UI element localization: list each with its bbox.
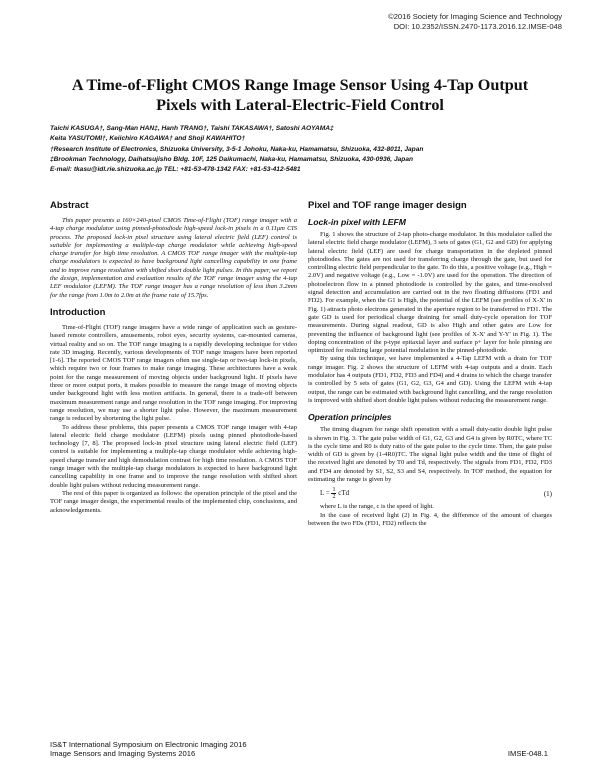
intro-paragraph-2: To address these problems, this paper presents a CMOS TOF range imager with 4-tap lateral electric field charge modulator (LEFM) pixels using pinned photodiode-based technology [7, 8]. The proposed lock-in pixel structure using lateral electric field (LEF) control is suitable for implementing a multiple-tap charge modulator while achieving high-speed charge transfer and high demodulation contrast for high time resolution. A CMOS TOF range imager with the multiple-tap charge modulators is expected to have background light cancelling capability in one frame and to improve the range resolution with shifted short double light pulses without reducing measurement range. bbox=[50, 423, 297, 489]
subsection-operation-principles: Operation principles bbox=[308, 412, 392, 423]
equation-1 bbox=[308, 487, 552, 500]
intro-paragraph-3: The rest of this paper is organized as follows: the operation principle of the pixel and the TOF range imager design, the experimental results of the implemented chip, conclusions, and acknowledgements. bbox=[50, 489, 297, 514]
doi-line: DOI: 10.2352/ISSN.2470-1173.2016.12.IMSE-048 bbox=[393, 22, 562, 31]
equation-number: (1) bbox=[543, 489, 552, 498]
footer-symposium: IS&T International Symposium on Electronic Imaging 2016 bbox=[50, 740, 247, 749]
equation-fraction: $\frac{1}{2}$ bbox=[332, 487, 336, 501]
page-footer bbox=[50, 740, 247, 759]
paper-title: A Time-of-Flight CMOS Range Image Sensor Using 4-Tap Output Pixels with Lateral-Electric-Field Control bbox=[71, 76, 529, 114]
page-number: IMSE-048.1 bbox=[507, 749, 548, 758]
section-heading: Pixel and TOF range imager design bbox=[308, 200, 467, 211]
introduction-heading: Introduction bbox=[50, 306, 106, 318]
affiliation-1: †Research Institute of Electronics, Shizuoka University, 3-5-1 Johoku, Naka-ku, Hamamatsu, Shizuoka, 432-8011, Japan bbox=[50, 145, 424, 153]
equation-formula: L = $\frac{1}{2}$ cTd bbox=[320, 487, 350, 501]
intro-paragraph-1: Time-of-Flight (TOF) range imagers have a wide range of application such as gesture-based remote controllers, amusements, robot eyes, security systems, car-mounted cameras, virtual reality and so on. The TOF range imaging is a rapidly developing technique for video rate 3D imaging. Recently, various developments of TOF range imagers have been reported [1-6]. The reported CMOS TOF range imagers often use single-tap or two-tap lock-in pixels, which require two or four frames to make range imaging. These architectures have a weak point for the range measurement of moving objects under background light. If pixels have three or more output ports, it makes possible to measure the range image of moving objects under background light with less motion artifacts. In general, there is a trade-off between maximum measurement range and range resolution in the TOF range imaging. For improving range resolution, we may use a shorter light pulse. However, the maximum measurement range is reduced by shortening the light pulse. bbox=[50, 323, 297, 423]
author-line-1: Taichi KASUGA†, Sang-Man HAN‡, Hanh TRANG†, Taishi TAKASAWA†, Satoshi AOYAMA‡ bbox=[50, 125, 334, 132]
section-paragraph-1: Fig. 1 shows the structure of 2-tap photo-charge modulator. In this modulator called the lateral electric field charge modulator (LEFM), 3 sets of gates (G1, G2 and GD) for applying lateral electric field (LEF) are used for charge transportation in the depleted pinned photodiodes. The gates are not used for transferring charge through the gate, but used for controlling electric field perpendicular to the gate. To do this, a positive voltage (e.g., High = 2.0V) and negative voltage (e.g., Low = -1.0V) are used for the operation. The direction of photoelectron flow in a pinned photodiode is controlled by the gates, and time-resolved signal detection and accumulation are carried out in the two floating diffusions (FD1 and FD2). For example, when the G1 is High, the potential of the LEFM (see profiles of X-X' in Fig. 1) attracts photo electrons generated in the aperture region to be transferred to FD1. The gate GD is used for periodical charge draining for small duty-cycle operation for TOF measurements. During signal readout, GD is also High and other gates are Low for preventing the influence of background light (see profiles of X-X' and Y-Y' in Fig. 1). The doping concentration of the p-type epitaxial layer and surface p+ layer for hole pinning are optimized for realizing large potential modulation in the pinned-photodiode. bbox=[308, 231, 552, 355]
subsection-lock-in-pixel: Lock-in pixel with LEFM bbox=[308, 217, 406, 227]
section-paragraph-2: By using this technique, we have implemented a 4-Tap LEFM with a drain for TOF range imager. Fig. 2 shows the structure of LEFM with 4-tap outputs and a drain. Each modulator has 4 outputs (FD1, FD2, FD3 and FD4) and 4 drains to which the charge transfer is controlled by 5 sets of gates (G1, G2, G3, G4 and GD). Using the LEFM with 4-tap output, the range can be estimated with background light cancelling, and the range resolution is improved with shifted short double light pulses without reducing the measurement range. bbox=[308, 355, 552, 404]
copyright-line: ©2016 Society for Imaging Science and Technology bbox=[388, 12, 562, 21]
page-header bbox=[388, 12, 562, 32]
footer-conference: Image Sensors and Imaging Systems 2016 bbox=[50, 749, 196, 759]
right-column bbox=[308, 200, 552, 528]
contact-email: E-mail: tkasu@idl.rie.shizuoka.ac.jp TEL: +81-53-478-1342 FAX: +81-53-412-5481 bbox=[50, 166, 301, 174]
affiliation-2: ‡Brookman Technology, Daihatsujisho Bldg. 10F, 125 Daikumachi, Naka-ku, Hamamatsu, Shizuoka, 430-0936, Japan bbox=[50, 155, 414, 163]
left-column bbox=[50, 200, 297, 515]
abstract-text: This paper presents a 160×240-pixel CMOS Time-of-Flight (TOF) range imager with a 4-tap charge modulator using pinned-photodiode high-speed lock-in pixels in a 0.11μm CIS process. The proposed lock-in pixel structure using lateral electric field (LEF) control is suitable for implementing a multiple-tap charge modulator while achieving high-speed charge transfer for high time resolution. A CMOS TOF range imager with the multiple-tap charge modulators is expected to have background light cancelling capability in one frame and to improve range resolution with shifted short double light pulses. In this paper, we report the design, implementation and evaluation results of the TOF range imager using the 4-tap LEF modulator (LEFM). The TOF range imager has a range resolution of less than 3.2mm for the range from 1.0m to 2.0m at the frame rate of 15.7fps. bbox=[50, 217, 297, 299]
section-paragraph-4: where L is the range, c is the speed of light. bbox=[320, 503, 434, 511]
abstract-heading: Abstract bbox=[50, 200, 89, 211]
author-line-2: Keita YASUTOMI†, Keiichiro KAGAWA† and Shoji KAWAHITO† bbox=[50, 135, 246, 143]
author-block bbox=[50, 124, 560, 175]
section-paragraph-5: In the case of received light (2) in Fig. 4, the difference of the amount of charges between the two FDs (FD1, FD2) reflects the bbox=[308, 511, 552, 527]
section-paragraph-3: The timing diagram for range shift operation with a small duty-ratio double light pulse is shown in Fig. 3. The gate pulse width of G1, G2, G3 and G4 is given by R0TC, where TC is the cycle time and R0 is duty ratio of the gate pulse to the cycle time. Then, the gate pulse width of GD is given by (1-4R0)TC. The signal light pulse width and the time of flight of the received light are denoted by T0 and Td, respectively. The signals from FD1, FD2, FD3 and FD4 are denoted by S1, S2, S3 and S4, respectively. In TOF method, the equation for estimating the range is given by bbox=[308, 426, 552, 484]
